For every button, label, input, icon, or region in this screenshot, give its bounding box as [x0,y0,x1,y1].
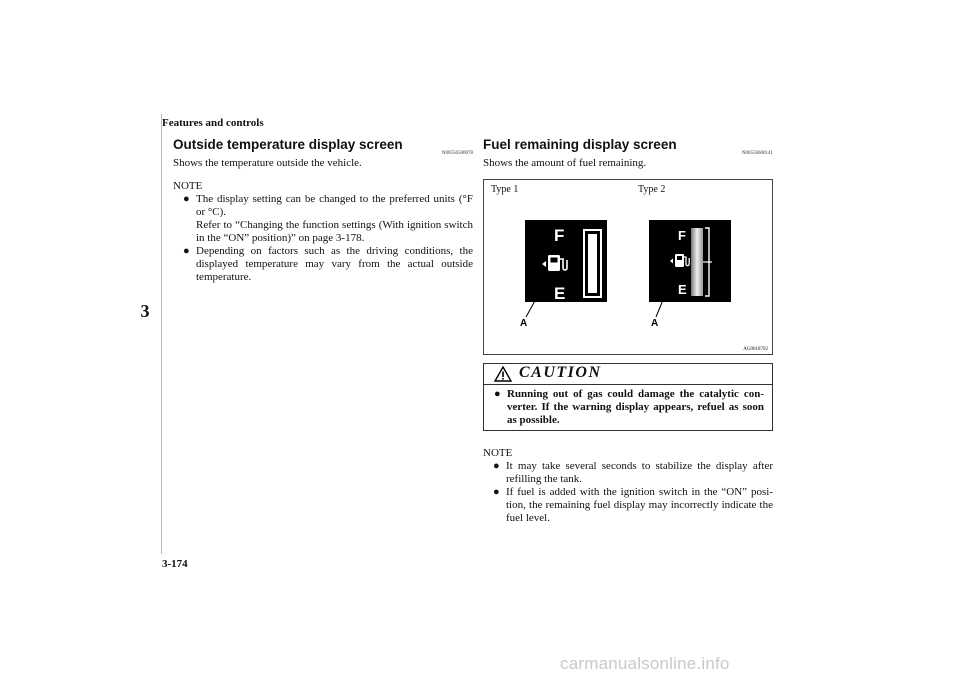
note-label: NOTE [173,180,203,192]
caution-box [483,363,773,431]
outside-temperature-section [173,136,473,284]
bullet-icon: ● [183,245,190,257]
empty-mark: E [554,284,566,303]
note-item: ● If fuel is added with the ignition switch in the “ON” posi- tion, the remaining fuel display may incorrectly indicate the fuel level. [493,486,773,524]
full-mark: F [554,226,565,245]
section-title: Outside temperature display screen [173,137,403,152]
fuel-display-illustration [484,180,772,354]
fuel-display-figure [483,179,773,355]
callout-a: A [520,318,528,329]
note-label: NOTE [483,447,513,459]
page-number: 3-174 [162,558,188,570]
section-title: Fuel remaining display screen [483,137,677,152]
note-item: ● It may take several seconds to stabilize the display after refilling the tank. [493,460,773,485]
type2-display [649,220,731,317]
bullet-icon: ● [493,486,500,498]
caution-item: ● Running out of gas could damage the catalytic con- verter. If the warning display appears, refuel as soon as possible. [494,388,764,426]
full-mark: F [678,228,686,243]
figure-code: AG0018702 [743,347,768,352]
chapter-rule [161,114,162,554]
warning-triangle-icon [494,366,512,382]
type1-label: Type 1 [491,184,519,195]
bullet-icon: ● [493,460,500,472]
fuel-remaining-section [483,136,773,525]
caution-header [484,364,772,385]
empty-mark: E [678,282,687,297]
section-intro: Shows the temperature outside the vehicle. [173,157,362,169]
chapter-tab: 3 [140,301,150,321]
bullet-icon: ● [494,388,501,400]
section-code: N00556500078 [441,151,473,156]
caution-list [484,388,764,427]
note-item: ● The display setting can be changed to the preferred units (°F or °C). Refer to “Changing the function settings (With ignition switch in the “ON” position)” on page 3-178. [183,193,473,244]
note-list [173,193,473,284]
bullet-icon: ● [183,193,190,205]
section-intro: Shows the amount of fuel remaining. [483,157,647,169]
running-header: Features and controls [162,117,264,129]
callout-a: A [651,318,659,329]
note-item: ● Depending on factors such as the driving conditions, the displayed temperature may vary from the actual outside temperature. [183,245,473,283]
section-code: N00556600141 [741,151,773,156]
caution-heading: CAUTION [519,364,602,381]
type1-display [525,220,607,317]
note-list [483,460,773,525]
type2-label: Type 2 [638,184,666,195]
watermark: carmanualsonline.info [560,654,730,673]
